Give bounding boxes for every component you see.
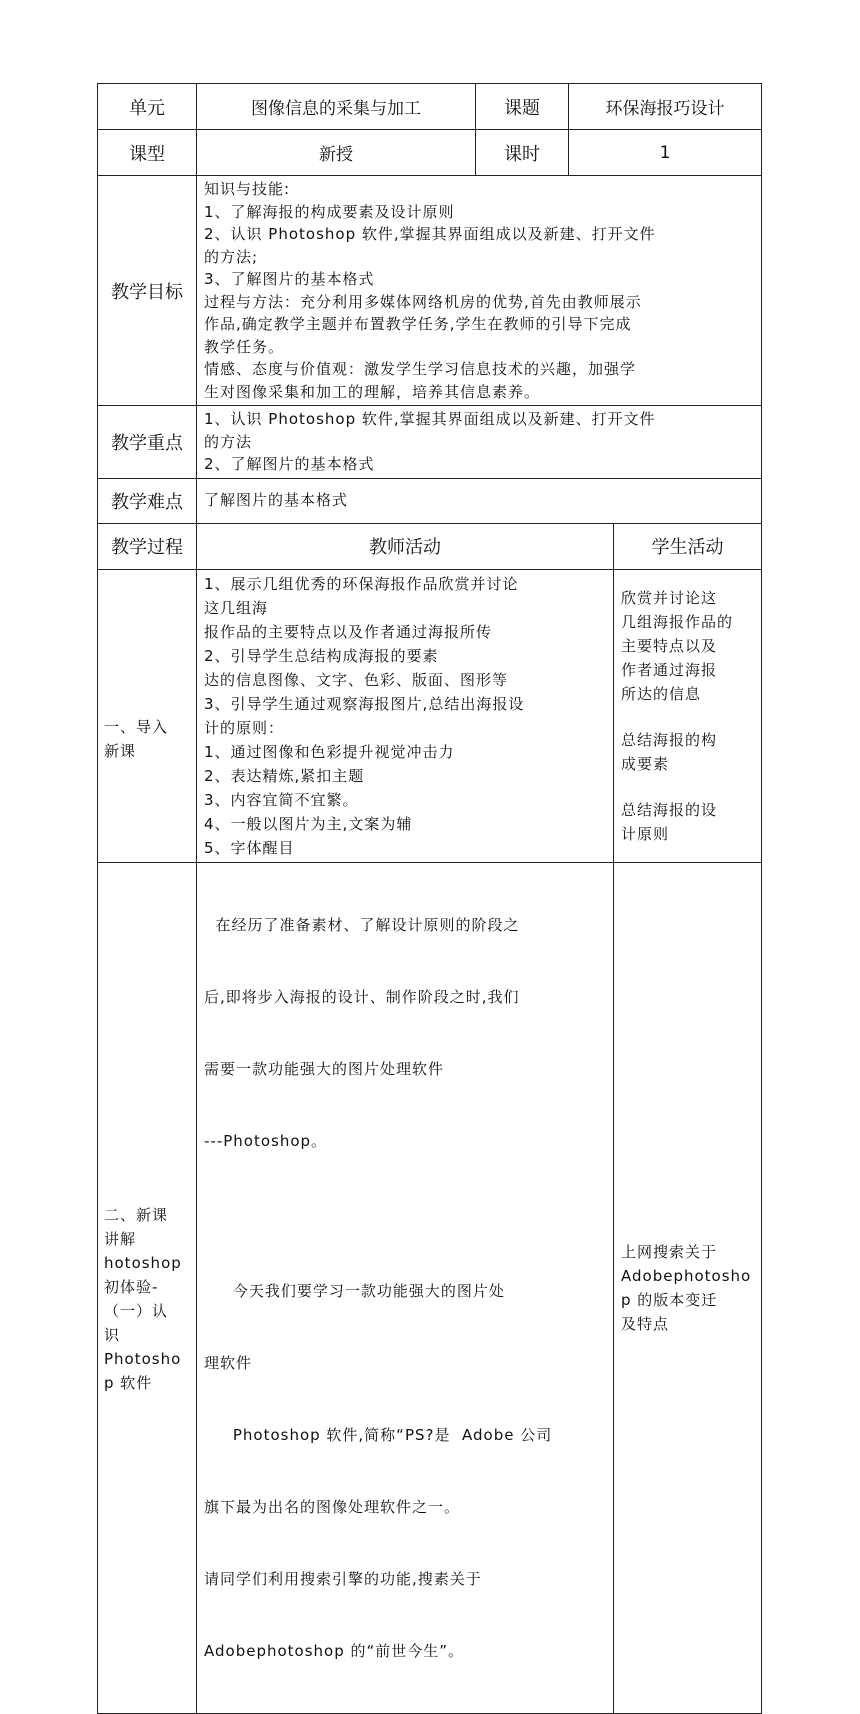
step1-teacher-line: 3、引导学生通过观察海报图片,总结出海报设	[204, 694, 525, 713]
step1-student-line: 几组海报作品的	[621, 612, 734, 631]
difficulty-content: 了解图片的基本格式	[197, 478, 762, 523]
objectives-line: 作品,确定教学主题并布置教学任务,学生在教师的引导下完成	[204, 315, 632, 333]
objectives-line: 1、了解海报的构成要素及设计原则	[204, 202, 455, 221]
row-step-1	[98, 569, 762, 862]
row-step-2	[98, 862, 762, 1713]
step1-student-line: 计原则	[621, 824, 670, 843]
step1-teacher-line: 1、展示几组优秀的环保海报作品欣赏并讨论	[204, 574, 519, 593]
step2-teacher-line: 旗下最为出名的图像处理软件之一。	[204, 1497, 461, 1516]
unit-label: 单元	[98, 84, 197, 130]
objectives-line: 2、认识 Photoshop 软件,掌握其界面组成以及新建、打开文件	[204, 225, 656, 243]
type-value: 新授	[197, 130, 476, 176]
step1-teacher-line: 3、内容宜简不宜繁。	[204, 790, 359, 809]
step1-title	[98, 569, 197, 862]
step2-student-line: p 的版本变迁	[621, 1290, 718, 1309]
process-label: 教学过程	[98, 523, 197, 569]
step1-teacher-line: 计的原则：	[204, 718, 285, 737]
step1-teacher-line: 2、引导学生总结构成海报的要素	[204, 646, 439, 665]
key-point-line: 的方法	[204, 432, 253, 451]
step2-title-line: p 软件	[104, 1373, 153, 1392]
row-process-header	[98, 523, 762, 569]
hours-value: 1	[569, 130, 762, 176]
row-objectives	[98, 176, 762, 406]
row-key-points	[98, 406, 762, 479]
objectives-line: 生对图像采集和加工的理解，培养其信息素养。	[204, 382, 541, 401]
step1-student-spacer	[621, 776, 755, 798]
objectives-content	[197, 176, 762, 406]
step1-teacher-line: 4、一般以图片为主,文案为辅	[204, 814, 413, 833]
step2-teacher-line: 在经历了准备素材、了解设计原则的阶段之	[204, 915, 520, 934]
objectives-line: 知识与技能:	[204, 180, 291, 198]
step2-title-line: （一）认	[104, 1301, 169, 1320]
teacher-activity-header: 教师活动	[197, 523, 614, 569]
step1-student-line: 总结海报的设	[621, 800, 718, 819]
step1-student-line: 所达的信息	[621, 684, 702, 703]
key-points-label: 教学重点	[98, 406, 197, 479]
topic-value: 环保海报巧设计	[569, 84, 762, 130]
step2-title-line: hotoshop	[104, 1253, 182, 1272]
step1-student-line: 成要素	[621, 754, 670, 773]
objectives-line: 的方法;	[204, 247, 259, 266]
row-difficulty	[98, 478, 762, 523]
step2-title	[98, 862, 197, 1713]
step1-teacher-line: 报作品的主要特点以及作者通过海报所传	[204, 622, 493, 641]
step2-teacher-line: Adobephotoshop 的“前世今生”。	[204, 1641, 465, 1660]
step2-student-activity	[614, 862, 762, 1713]
objectives-line: 教学任务。	[204, 337, 285, 356]
step2-teacher-line: 后,即将步入海报的设计、制作阶段之时,我们	[204, 987, 520, 1006]
step2-title-line: 识	[104, 1325, 121, 1344]
step1-teacher-line: 2、表达精炼,紧扣主题	[204, 766, 365, 785]
step2-student-line: 及特点	[621, 1314, 670, 1333]
step1-student-line: 作者通过海报	[621, 660, 718, 679]
step2-title-line: 讲解	[104, 1229, 137, 1248]
step2-teacher-line: 请同学们利用搜索引擎的功能,搜素关于	[204, 1569, 482, 1588]
lesson-plan-table	[97, 83, 762, 1714]
step2-student-line: 上网搜索关于	[621, 1242, 718, 1261]
step2-teacher-line: 需要一款功能强大的图片处理软件	[204, 1059, 445, 1078]
row-type	[98, 130, 762, 176]
objectives-line: 情感、态度与价值观：激发学生学习信息技术的兴趣，加强学	[204, 360, 637, 378]
step1-student-spacer	[621, 706, 755, 728]
key-point-line: 1、认识 Photoshop 软件,掌握其界面组成以及新建、打开文件	[204, 410, 656, 428]
key-point-line: 2、了解图片的基本格式	[204, 455, 375, 473]
objectives-line: 过程与方法：充分利用多媒体网络机房的优势,首先由教师展示	[204, 292, 642, 311]
step1-teacher-line: 这几组海	[204, 598, 269, 617]
step2-title-line: 初体验-	[104, 1277, 159, 1296]
step2-teacher-line: Photoshop 软件,简称“PS?是 Adobe 公司	[204, 1425, 553, 1444]
step1-student-line: 主要特点以及	[621, 636, 718, 655]
step1-student-line: 总结海报的构	[621, 730, 718, 749]
topic-label: 课题	[476, 84, 569, 130]
type-label: 课型	[98, 130, 197, 176]
hours-label: 课时	[476, 130, 569, 176]
step1-teacher-activity	[197, 569, 614, 862]
step2-teacher-line: 今天我们要学习一款功能强大的图片处	[204, 1281, 505, 1300]
step2-teacher-line: ---Photoshop。	[204, 1131, 328, 1150]
key-points-content	[197, 406, 762, 479]
unit-value: 图像信息的采集与加工	[197, 84, 476, 130]
step2-title-line: Photosho	[104, 1349, 182, 1368]
step1-title-line: 一、导入	[104, 717, 169, 736]
step2-teacher-line: 理软件	[204, 1353, 253, 1372]
student-activity-header: 学生活动	[614, 523, 762, 569]
step2-teacher-activity	[197, 862, 614, 1713]
row-unit	[98, 84, 762, 130]
step1-teacher-line: 1、通过图像和色彩提升视觉冲击力	[204, 742, 455, 761]
step2-student-line: Adobephotosho	[621, 1266, 752, 1285]
step1-student-activity	[614, 569, 762, 862]
step1-teacher-line: 达的信息图像、文字、色彩、版面、图形等	[204, 670, 509, 689]
step1-teacher-line: 5、字体醒目	[204, 838, 295, 857]
step2-title-line: 二、新课	[104, 1205, 169, 1224]
objectives-label: 教学目标	[98, 176, 197, 406]
difficulty-label: 教学难点	[98, 478, 197, 523]
step1-title-line: 新课	[104, 741, 137, 760]
step1-student-line: 欣赏并讨论这	[621, 588, 718, 607]
objectives-line: 3、了解图片的基本格式	[204, 270, 375, 288]
